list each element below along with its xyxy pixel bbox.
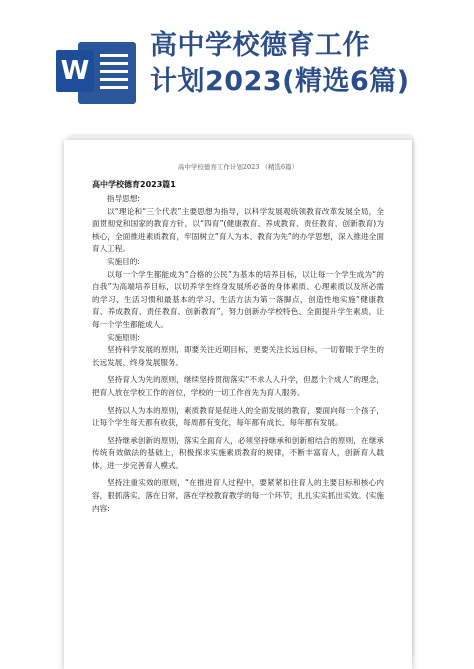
- document-paragraph: 以“理论和“三个代表”主要思想为指导，以科学发展观统领教育改革发展全局，全面贯彻党和国家的教育方针，以“四育”(健康教育、养成教育、责任教育、创新教育)为核心，全面推进素质教育，牢固树立“育人为本、教育为先”的办学思想，深入推进全面育人工程。: [92, 206, 384, 254]
- document-paragraph: 坚持科学发展的原则，即要关注近期目标，更要关注长远目标，一切着眼于学生的长远发展、终身发展服务。: [92, 345, 384, 367]
- header: [0, 0, 474, 120]
- document-preview: [64, 140, 416, 669]
- title-line-1: 高中学校德育工作: [150, 30, 370, 61]
- document-paragraph: 以每一个学生都能成为“合格的公民”为基本的培养目标，以让每一个学生成为“的自我”为高端培养目标，以切养学生终身发展所必备的身体素质、心理素质以及所必需的学习、生活习惯和最基本的学习、生活方法为第一落脚点，创造性地实施“健康教育、养成教育、责任教育、创新教育”，努力创新办学校特色、全面提升学生素质，让每一个学生都能成人。: [92, 269, 384, 329]
- document-paragraph: 指导思想:: [107, 194, 140, 203]
- document-paragraph: 实施目的:: [107, 256, 140, 266]
- word-document-icon: [56, 40, 138, 104]
- document-paragraph: 坚持育人为先的原则，继续坚持贯彻落实“不求人人升学，但愿个个成人”的理念，把育人放在学校工作的首位，学校的一切工作首先为育人服务。: [92, 375, 384, 397]
- word-w-badge: W: [56, 50, 94, 92]
- title-line-2: 计划2023(精选6篇): [150, 66, 410, 97]
- document-paragraph: 坚持继承创新的原则，落实全面育人，必须坚持继承和创新相结合的原则，在继承传统有效做法的基础上，积极探求实施素质教育的规律，不断丰富育人，创新育人载体，进一步完善育人模式。: [92, 435, 384, 470]
- document-paragraph: 坚持注重实效的原则，“在推进育人过程中，要紧紧扣住育人的主要目标和核心内容，狠抓落实，落在日常，落在学校教育教学的每一个环节，扎扎实实抓出实效。(实施内容:: [92, 478, 384, 513]
- document-page: [64, 140, 412, 669]
- document-paragraph: 坚持以人为本的原则，素质教育是促进人的全面发展的教育，要面向每一个孩子，让每个学生每天都有收获，每周都有变化，每年都有成长，每年都有发展。: [92, 405, 384, 428]
- document-heading: 高中学校德育2023篇1: [92, 180, 176, 189]
- page-running-header: 高中学校德育工作计划2023 （精选6篇）: [177, 163, 299, 171]
- document-body: [92, 193, 384, 515]
- document-paragraph: 实施原则:: [107, 332, 140, 342]
- page-title: [150, 28, 460, 100]
